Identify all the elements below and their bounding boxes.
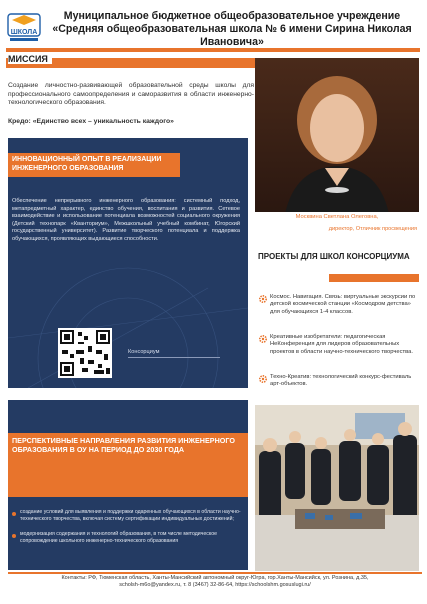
bullet-icon — [12, 512, 16, 516]
footer-address: Контакты: РФ, Тюменская область, Ханты-Мансийский автономный округ-Югра, гор.Ханты-Мансийск, ул. Рознина, д.35, — [61, 575, 369, 581]
perspective-title: ПЕРСПЕКТИВНЫЕ НАПРАВЛЕНИЯ РАЗВИТИЯ ИНЖЕНЕРНОГО ОБРАЗОВАНИЯ В ОУ НА ПЕРИОД ДО 2030 ГОДА — [12, 436, 235, 455]
mission-text: Создание личностно-развивающей образовательной среды школы для профессионального самоопределения и саморазвития в области инженерно-технологического образования. — [8, 82, 254, 107]
gear-icon — [258, 374, 268, 384]
project-item: Космос. Навигация. Связь: виртуальные экскурсии по детской космической станции «Космодром детства» для обучающихся 1-4 классов. — [270, 294, 416, 315]
mission-title: МИССИЯ — [8, 54, 52, 64]
innovation-title: ИННОВАЦИОННЫЙ ОПЫТ В РЕАЛИЗАЦИИ ИНЖЕНЕРНОГО ОБРАЗОВАНИЯ — [12, 156, 162, 172]
footer-contacts — [8, 575, 422, 589]
school-title: Муниципальное бюджетное общеобразовательное учреждение «Средняя общеобразовательная школа № 6 имени Сирина Николая Ивановича» — [52, 10, 412, 48]
gear-icon — [258, 294, 268, 304]
qr-code[interactable] — [58, 328, 112, 378]
director-photo — [255, 58, 419, 214]
qr-caption-underline — [128, 357, 220, 358]
perspective-item: модернизация содержания и технологий образования, в том числе методическое сопровождение школьного инженерно-технического образования — [20, 531, 217, 544]
classroom-photo — [255, 405, 419, 571]
director-name: Москвина Светлана Олеговна, — [295, 214, 379, 220]
qr-caption: Консорциум — [128, 349, 160, 355]
director-role: директор, Отличник просвещения — [328, 226, 417, 232]
gear-icon — [258, 334, 268, 344]
innovation-text: Обеспечение непрерывного инженерного образования: системный подход, метапредметный характер, единство обучения, воспитания и развития. Сетевое взаимодействие и использование потенциала возможностей социального окружения (Детский технопарк «Кванториум», Межшкольный учебный комбинат, Югорский государственный университет). Развитие творческого потенциала и поддержка обучающихся, проявляющих выдающиеся способности. — [12, 198, 240, 242]
project-item: Техно-Креатив: технологический конкурс-фестиваль арт-объектов. — [270, 374, 412, 388]
header — [0, 0, 427, 50]
motto: Кредо: «Единство всех – уникальность каждого» — [8, 118, 174, 125]
footer-divider — [8, 572, 422, 574]
header-divider — [6, 48, 420, 52]
bullet-icon — [12, 534, 16, 538]
logo-text: ШКОЛА — [10, 29, 38, 36]
footer-links[interactable]: scholsh-m6o@yandex.ru, т. 8 (3467) 32-86-64, https://schoolshm.gosuslugi.ru/ — [119, 582, 311, 588]
projects-title: ПРОЕКТЫ ДЛЯ ШКОЛ КОНСОРЦИУМА — [258, 252, 410, 261]
school-logo — [6, 10, 42, 44]
projects-divider — [329, 274, 419, 282]
project-item: Креативные изобретатели: педагогическая НеКонференция для лидеров образовательных проектов в области научно-технического творчества. — [270, 334, 413, 355]
perspective-item: создание условий для выявления и поддержки одаренных обучающихся в области научно-технического творчества, включая систему сертификации индивидуальных достижений; — [20, 509, 241, 522]
